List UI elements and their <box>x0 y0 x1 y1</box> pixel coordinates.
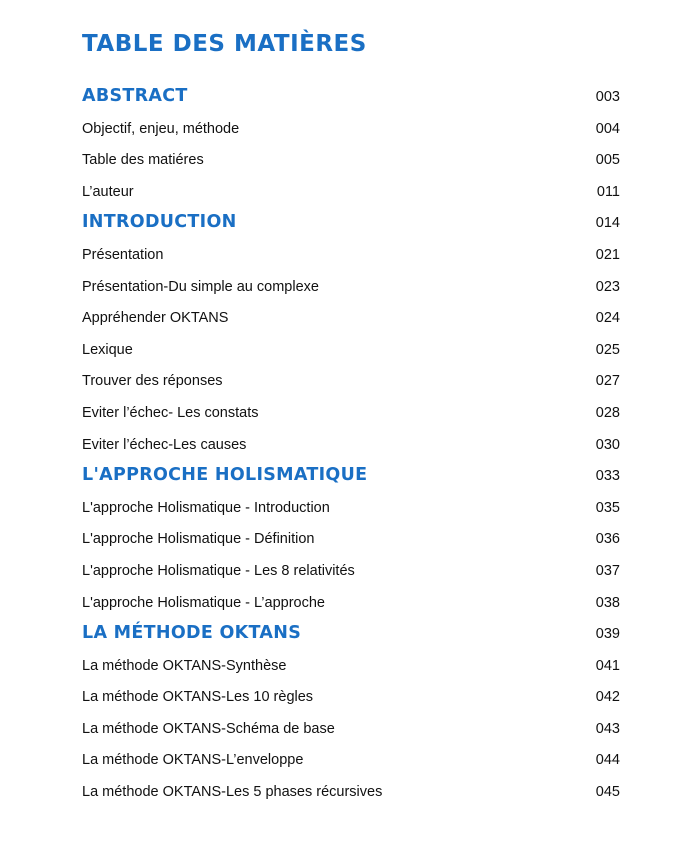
toc-section-label: L'APPROCHE HOLISMATIQUE <box>82 465 368 486</box>
toc-entry[interactable] <box>82 651 620 683</box>
toc-entry-label: L'approche Holismatique - Définition <box>82 531 315 548</box>
toc-page-number: 024 <box>595 310 620 327</box>
toc-entry[interactable] <box>82 588 620 620</box>
toc-entry[interactable] <box>82 366 620 398</box>
toc-entry[interactable] <box>82 272 620 304</box>
toc-entry-label: Trouver des réponses <box>82 373 223 390</box>
toc-page-number: 021 <box>595 246 620 263</box>
toc-page-number: 011 <box>596 183 620 200</box>
toc-page-number: 025 <box>595 341 620 358</box>
toc-entry[interactable] <box>82 493 620 525</box>
toc-section-label: ABSTRACT <box>82 86 188 106</box>
toc-entry-label: Eviter l’échec- Les constats <box>82 404 259 421</box>
toc-page-number: 043 <box>595 720 620 737</box>
toc-entry-label: Objectif, enjeu, méthode <box>82 120 240 137</box>
toc-entry-label: Présentation <box>82 246 164 263</box>
toc-entry[interactable] <box>82 745 620 777</box>
toc-entry[interactable] <box>82 335 620 367</box>
toc-entry[interactable] <box>82 524 620 556</box>
toc-entry[interactable] <box>82 145 620 177</box>
toc-page-number: 028 <box>595 404 620 421</box>
toc-entry-label: L'approche Holismatique - Les 8 relativités <box>82 562 355 579</box>
toc-page-number: 023 <box>595 278 620 295</box>
toc-page-number: 037 <box>595 562 620 579</box>
toc-section-heading[interactable] <box>82 461 620 493</box>
toc-entry-label: Lexique <box>82 341 133 358</box>
toc-page-number: 014 <box>595 215 620 232</box>
toc-entry-label: La méthode OKTANS-Schéma de base <box>82 720 335 737</box>
toc-page-number: 041 <box>595 657 620 674</box>
toc-page-number: 030 <box>595 436 620 453</box>
page-title: TABLE DES MATIÈRES <box>82 31 367 57</box>
toc-page-number: 042 <box>595 689 620 706</box>
toc-page-number: 036 <box>595 531 620 548</box>
toc-section-label: LA MÉTHODE OKTANS <box>82 623 302 644</box>
toc-entry[interactable] <box>82 714 620 746</box>
toc-entry[interactable] <box>82 303 620 335</box>
toc-entry-label: L’auteur <box>82 183 134 200</box>
toc-section-heading[interactable] <box>82 208 620 240</box>
toc-entry-label: La méthode OKTANS-Les 5 phases récursives <box>82 784 383 801</box>
toc-entry-label: La méthode OKTANS-L’enveloppe <box>82 752 304 769</box>
toc-entry[interactable] <box>82 682 620 714</box>
toc-page-number: 044 <box>595 752 620 769</box>
toc-page-number: 004 <box>595 120 620 137</box>
toc-page-number: 003 <box>595 89 620 105</box>
toc-entry-label: Eviter l’échec-Les causes <box>82 436 247 453</box>
toc-page-number: 005 <box>595 152 620 169</box>
toc-entry[interactable] <box>82 777 620 809</box>
toc-entry[interactable] <box>82 177 620 209</box>
toc-entry[interactable] <box>82 398 620 430</box>
toc-page-number: 045 <box>595 784 620 801</box>
toc-page-number: 033 <box>595 468 620 485</box>
toc-entry-label: L'approche Holismatique - L’approche <box>82 594 325 611</box>
toc-entry-label: L'approche Holismatique - Introduction <box>82 499 330 516</box>
toc-page-number: 039 <box>595 626 620 643</box>
toc-section-heading[interactable] <box>82 619 620 651</box>
toc-entry-label: La méthode OKTANS-Synthèse <box>82 657 287 674</box>
toc-section-label: INTRODUCTION <box>82 212 237 233</box>
toc-entry-label: Appréhender OKTANS <box>82 310 229 327</box>
toc-page-number: 027 <box>595 373 620 390</box>
toc-entry[interactable] <box>82 556 620 588</box>
toc-entry[interactable] <box>82 114 620 146</box>
toc-section-heading[interactable] <box>82 82 620 114</box>
toc-entry[interactable] <box>82 430 620 462</box>
toc-entry-label: Table des matiéres <box>82 152 204 169</box>
toc-page-number: 038 <box>595 594 620 611</box>
toc-page-number: 035 <box>595 499 620 516</box>
toc-entry-label: La méthode OKTANS-Les 10 règles <box>82 689 314 706</box>
toc-entry-label: Présentation-Du simple au complexe <box>82 278 319 295</box>
toc-entry[interactable] <box>82 240 620 272</box>
table-of-contents <box>82 82 620 809</box>
